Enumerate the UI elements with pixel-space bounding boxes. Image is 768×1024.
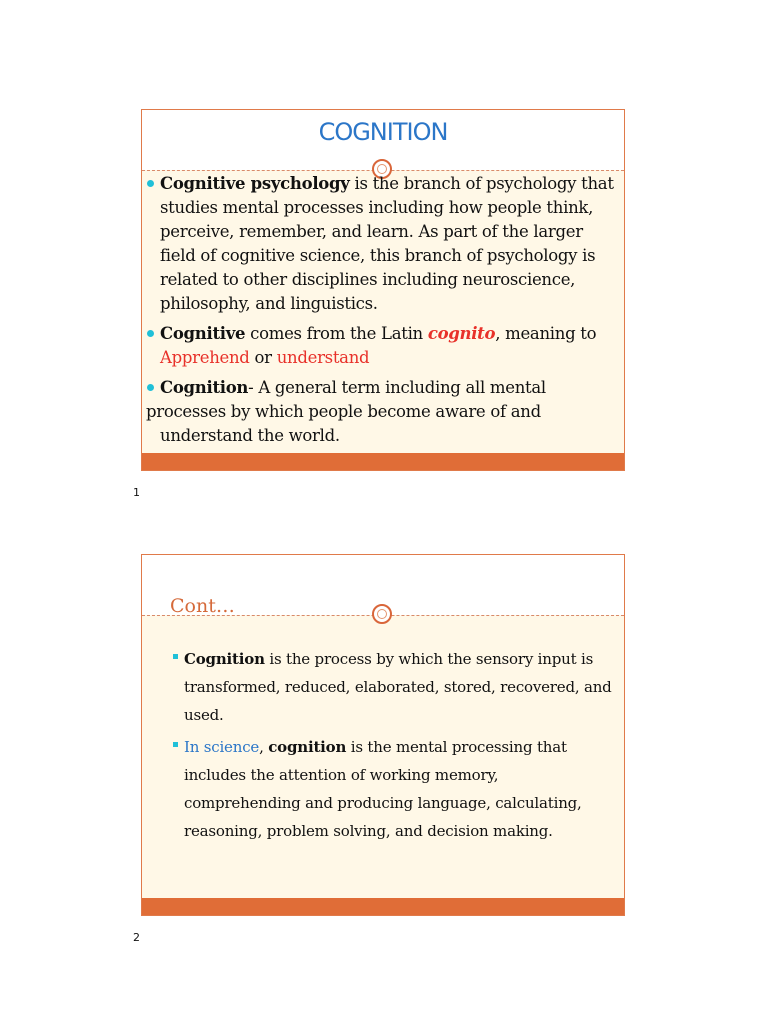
bullet-text: processes by which people become aware of and xyxy=(146,402,541,421)
square-bullet-icon xyxy=(173,742,178,747)
bullet-text: , xyxy=(259,738,269,756)
term-cognitive-psychology: Cognitive psychology xyxy=(160,174,350,193)
bullet-text: , meaning to xyxy=(495,324,597,343)
term-cognition: cognition xyxy=(268,738,347,756)
word-apprehend: Apprehend xyxy=(160,348,250,367)
bullet-item xyxy=(146,376,618,448)
bullet-text: - A general term including all mental xyxy=(248,378,546,397)
phrase-in-science: In science xyxy=(184,738,260,756)
bullet-text: or xyxy=(249,348,277,367)
bullet-item xyxy=(172,645,612,729)
slide-title: Cont… xyxy=(170,595,235,617)
bullet-item xyxy=(146,172,618,316)
term-cognition: Cognition xyxy=(184,650,265,668)
slide-bottom-bar xyxy=(142,453,624,470)
bullet-dot-icon xyxy=(147,384,154,391)
slide-body xyxy=(172,645,612,849)
bullet-text: is the process by which the sensory input is transformed, reduced, elaborated, stored, recovered, and used. xyxy=(184,650,612,724)
page-number: 1 xyxy=(133,486,140,499)
page-number: 2 xyxy=(133,931,140,944)
slide-body xyxy=(146,172,618,454)
latin-word: cognito xyxy=(427,324,496,343)
bullet-dot-icon xyxy=(147,330,154,337)
bullet-text: comes from the Latin xyxy=(245,324,428,343)
bullet-dot-icon xyxy=(147,180,154,187)
bullet-text: is the mental processing that includes the attention of working memory, comprehending and producing language, calculating, reasoning, problem solving, and decision making. xyxy=(184,738,582,840)
bullet-text: is the branch of psychology that studies mental processes including how people think, perceive, remember, and learn. As part of the larger field of cognitive science, this branch of psychology is related to other disciplines including neuroscience, philosophy, and linguistics. xyxy=(160,174,614,313)
slide-title: COGNITION xyxy=(318,118,448,146)
circle-ornament-icon xyxy=(372,604,392,624)
word-understand: understand xyxy=(276,348,370,367)
slide-1 xyxy=(141,109,625,471)
bullet-item xyxy=(172,733,612,845)
bullet-text: understand the world. xyxy=(160,426,340,445)
slide-2 xyxy=(141,554,625,916)
term-cognition: Cognition xyxy=(160,378,249,397)
slide-bottom-bar xyxy=(142,898,624,915)
bullet-item xyxy=(146,322,618,370)
term-cognitive: Cognitive xyxy=(160,324,246,343)
square-bullet-icon xyxy=(173,654,178,659)
